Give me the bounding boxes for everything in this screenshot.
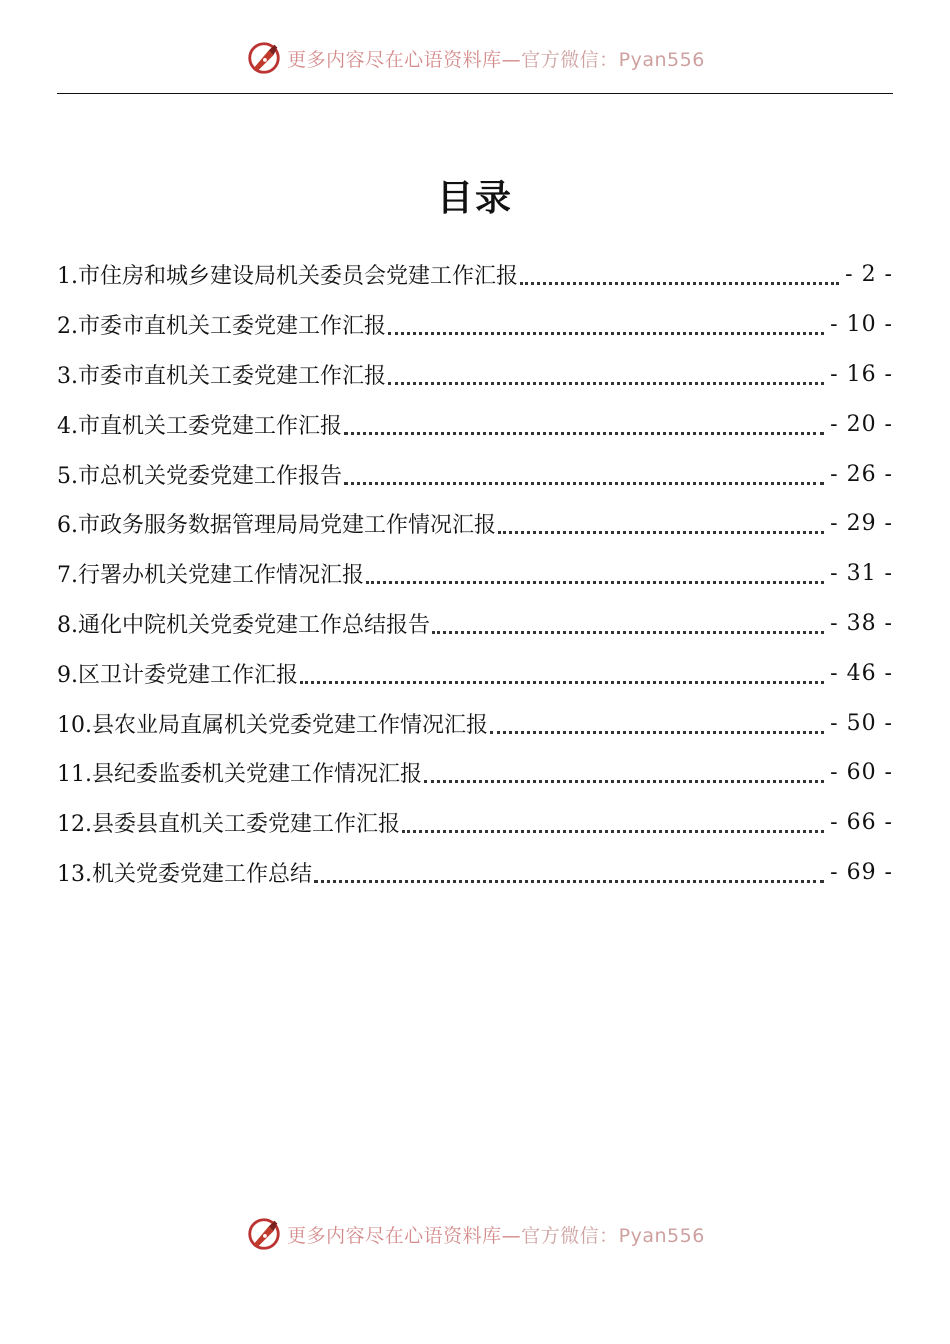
toc-entry[interactable] <box>57 350 893 400</box>
toc-entry-page: - 46 - <box>830 660 893 686</box>
toc-entry-label: 12.县委县直机关工委党建工作汇报 <box>57 812 400 838</box>
dot-leader <box>424 780 824 783</box>
toc-entry-page: - 10 - <box>830 312 893 338</box>
banner-text-wechat: 官方微信：Pyan556 <box>521 48 705 71</box>
toc-entry-label: 11.县纪委监委机关党建工作情况汇报 <box>57 762 422 788</box>
dot-leader <box>366 581 824 584</box>
toc-entry-label: 1.市住房和城乡建设局机关委员会党建工作汇报 <box>57 264 518 290</box>
banner-text-wechat: 官方微信：Pyan556 <box>521 1224 705 1247</box>
toc-entry[interactable] <box>57 549 893 599</box>
toc-entry[interactable] <box>57 748 893 798</box>
toc-entry-page: - 31 - <box>830 561 893 587</box>
toc-entry[interactable] <box>57 399 893 449</box>
toc-entry[interactable] <box>57 499 893 549</box>
toc-entry[interactable] <box>57 648 893 698</box>
dot-leader <box>490 731 824 734</box>
banner-text-main: 更多内容尽在心语资料库— <box>287 1224 522 1247</box>
dot-leader <box>402 830 824 833</box>
dot-leader <box>388 332 824 335</box>
dot-leader <box>432 631 824 634</box>
toc-entry-label: 5.市总机关党委党建工作报告 <box>57 463 342 489</box>
pen-nib-logo-icon <box>245 1215 283 1253</box>
toc-entry-label: 7.行署办机关党建工作情况汇报 <box>57 563 364 589</box>
toc-entry-page: - 50 - <box>830 710 893 736</box>
footer-banner <box>0 1212 950 1256</box>
toc-entry-label: 4.市直机关工委党建工作汇报 <box>57 413 342 439</box>
toc-entry-label: 10.县农业局直属机关党委党建工作情况汇报 <box>57 712 488 738</box>
banner-text-main: 更多内容尽在心语资料库— <box>287 48 522 71</box>
pen-nib-logo-icon <box>245 39 283 77</box>
table-of-contents <box>57 250 893 897</box>
toc-entry-page: - 2 - <box>845 262 893 288</box>
toc-entry-page: - 69 - <box>830 859 893 885</box>
header-banner <box>0 36 950 80</box>
toc-entry-page: - 20 - <box>830 411 893 437</box>
toc-entry-page: - 60 - <box>830 760 893 786</box>
toc-entry-page: - 66 - <box>830 810 893 836</box>
toc-entry[interactable] <box>57 798 893 848</box>
toc-entry-page: - 16 - <box>830 361 893 387</box>
toc-entry-label: 2.市委市直机关工委党建工作汇报 <box>57 314 386 340</box>
toc-entry[interactable] <box>57 300 893 350</box>
toc-entry[interactable] <box>57 599 893 649</box>
toc-entry[interactable] <box>57 250 893 300</box>
toc-entry-label: 13.机关党委党建工作总结 <box>57 861 312 887</box>
dot-leader <box>520 282 839 285</box>
toc-entry[interactable] <box>57 848 893 898</box>
toc-entry-page: - 26 - <box>830 461 893 487</box>
page-title: 目录 <box>436 177 513 219</box>
dot-leader <box>300 681 824 684</box>
toc-entry-label: 8.通化中院机关党委党建工作总结报告 <box>57 612 430 638</box>
toc-entry[interactable] <box>57 698 893 748</box>
toc-entry-label: 3.市委市直机关工委党建工作汇报 <box>57 363 386 389</box>
toc-entry-label: 9.区卫计委党建工作汇报 <box>57 662 298 688</box>
toc-entry-page: - 38 - <box>830 610 893 636</box>
dot-leader <box>498 531 824 534</box>
toc-entry-label: 6.市政务服务数据管理局局党建工作情况汇报 <box>57 513 496 539</box>
dot-leader <box>344 482 824 485</box>
toc-entry-page: - 29 - <box>830 511 893 537</box>
toc-entry[interactable] <box>57 449 893 499</box>
header-divider <box>57 93 893 94</box>
dot-leader <box>344 432 824 435</box>
dot-leader <box>388 382 824 385</box>
dot-leader <box>314 880 824 883</box>
